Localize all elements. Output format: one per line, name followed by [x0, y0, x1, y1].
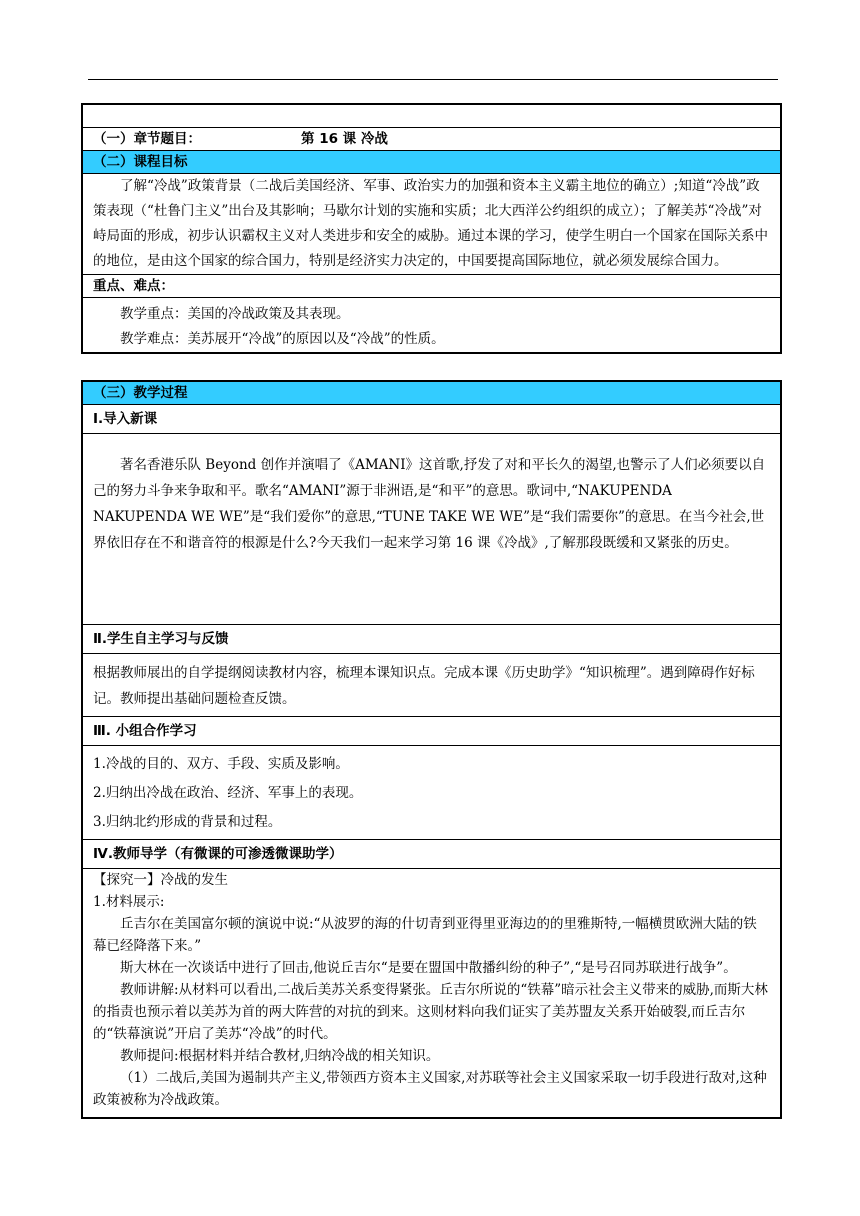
objectives-text: 了解“冷战”政策背景（二战后美国经济、军事、政治实力的加强和资本主义霸主地位的确立）;知道“冷战”政策表现（“杜鲁门主义”出台及其影响；马歇尔计划的实施和实质；北大西洋公约组织的成立）；了解美苏“冷战”对峙局面的形成，初步认识霸权主义对人类进步和安全的威胁。通过本课的学习，使学生明白一个国家在国际关系中的地位，是由这个国家的综合国力，特别是经济实力决定的，中国要提高国际地位，就必须发展综合国力。: [93, 178, 768, 269]
objectives-label: （二）课程目标: [82, 151, 781, 174]
teacher-explain: 教师讲解:从材料可以看出,二战后美苏关系变得紧张。丘吉尔所说的“铁幕”暗示社会主义带来的威胁,而斯大林的指责也预示着以美苏为首的两大阵营的对抗的到来。这则材料向我们证实了美苏盟友关系开始破裂,而丘吉尔的“铁幕演说”开启了美苏“冷战”的时代。: [93, 982, 768, 1042]
chapter-title: 第 16 课 冷战: [301, 131, 388, 147]
teacher-question: 教师提问:根据材料并结合教材,归纳冷战的相关知识。: [120, 1048, 440, 1064]
part2-label: Ⅱ.学生自主学习与反馈: [82, 625, 781, 654]
teaching-process-table: [81, 380, 782, 1119]
process-header-row: [82, 381, 781, 405]
page-header-rule: [88, 79, 778, 80]
part2-text: 根据教师展出的自学提纲阅读教材内容，梳理本课知识点。完成本课《历史助学》“知识梳理”。遇到障碍作好标记。教师提出基础问题检查反馈。: [93, 665, 755, 707]
difficult-point: 教学难点：美苏展开“冷战”的原因以及“冷战”的性质。: [120, 331, 445, 347]
explore1-title: 【探究一】冷战的发生: [93, 872, 228, 888]
list-item: 1.冷战的目的、双方、手段、实质及影响。: [93, 756, 349, 772]
chapter-row: [82, 128, 781, 151]
part4-label: Ⅳ.教师导学（有微课的可渗透微课助学）: [82, 840, 781, 869]
process-label: （三）教学过程: [82, 381, 781, 405]
part1-body-row: [82, 434, 781, 625]
part1-label: Ⅰ.导入新课: [82, 405, 781, 434]
material-p2: 斯大林在一次谈话中进行了回击,他说丘吉尔“是要在盟国中散播纠纷的种子”,“是号召同苏联进行战争”。: [120, 960, 737, 976]
material-p1: 丘吉尔在美国富尔顿的演说中说:“从波罗的海的什切青到亚得里亚海边的的里雅斯特,一幅横贯欧洲大陆的铁幕已经降落下来。”: [93, 916, 757, 954]
keypoints-header-row: [82, 275, 781, 298]
material-label: 1.材料展示:: [93, 894, 165, 910]
keypoints-body-row: [82, 298, 781, 354]
list-item: 3.归纳北约形成的背景和过程。: [93, 814, 282, 830]
key-point: 教学重点：美国的冷战政策及其表现。: [120, 306, 350, 322]
list-item: 2.归纳出冷战在政治、经济、军事上的表现。: [93, 785, 363, 801]
chapter-label: （一）章节题目：: [93, 131, 201, 147]
part3-header-row: [82, 717, 781, 746]
part3-label: Ⅲ. 小组合作学习: [82, 717, 781, 746]
keypoints-label: 重点、难点：: [82, 275, 781, 298]
part1-text: 著名香港乐队 Beyond 创作并演唱了《AMANI》这首歌,抒发了对和平长久的渴望,也警示了人们必须要以自己的努力斗争来争取和平。歌名“AMANI”源于非洲语,是“和平”的意思。歌词中,“NAKUPENDA NAKUPENDA WE WE”是“我们爱你”的意思,“TUNE TAKE WE WE”是“我们需要你”的意思。在当今社会,世界依旧存在不和谐音符的根源是什么?今天我们一起来学习第 16 课《冷战》,了解那段既缓和又紧张的历史。: [93, 457, 766, 551]
part1-header-row: [82, 405, 781, 434]
part3-body-row: [82, 746, 781, 840]
course-info-table: [81, 103, 782, 354]
part2-header-row: [82, 625, 781, 654]
empty-row: [82, 104, 781, 128]
answer-1: （1）二战后,美国为遏制共产主义,带领西方资本主义国家,对苏联等社会主义国家采取一切手段进行敌对,这种政策被称为冷战政策。: [93, 1070, 767, 1108]
part4-header-row: [82, 840, 781, 869]
part2-body-row: [82, 654, 781, 717]
objectives-header-row: [82, 151, 781, 174]
objectives-body-row: [82, 174, 781, 275]
part4-body-row: [82, 869, 781, 1119]
